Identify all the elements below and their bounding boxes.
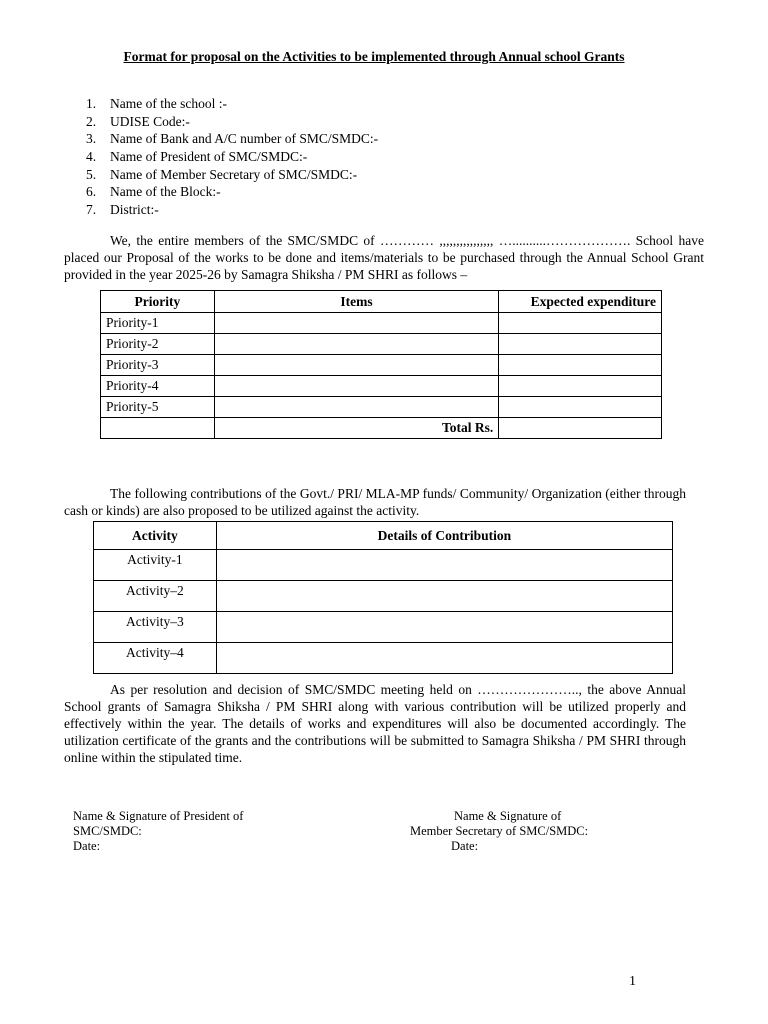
document-title: Format for proposal on the Activities to be implemented through Annual school Grants [123,49,625,64]
header-priority: Priority [101,291,215,313]
table-row [101,355,662,376]
activity-cell: Activity–3 [94,612,217,643]
priority-table [100,290,662,439]
school-details-list [86,95,378,219]
priority-cell: Priority-2 [101,334,215,355]
list-item: 1. Name of the school :- [86,96,227,111]
list-item: 4. Name of President of SMC/SMDC:- [86,149,308,165]
total-row [101,418,662,439]
president-signature-block: Name & Signature of President of SMC/SMDC: Date: [73,809,244,853]
total-value-cell [499,418,662,439]
expenditure-cell [499,397,662,418]
items-cell [214,334,498,355]
activity-cell: Activity–2 [94,581,217,612]
page-number: 1 [629,974,636,989]
resolution-paragraph: As per resolution and decision of SMC/SMDC meeting held on ………………….., the above Annual School grants of Samagra Shiksha / PM SHRI along with various contribution will be utilized properly and effectively within the year. The details of works and expenditures will also be documented accordingly. The utilization certificate of the grants and the contributions will be submitted to Samagra Shiksha / PM SHRI through online within the stipulated time. [64,682,686,765]
list-item: 2. UDISE Code:- [86,113,190,129]
table-header-row [101,291,662,313]
secretary-signature-block: Name & Signature of Member Secretary of SMC/SMDC: Date: [410,809,589,853]
list-item: 7. District:- [86,202,159,218]
table-header-row [94,522,673,550]
total-label: Total Rs. [214,418,498,439]
priority-cell: Priority-4 [101,376,215,397]
contribution-cell [216,550,672,581]
header-details-of-contribution: Details of Contribution [216,522,672,550]
table-row [101,313,662,334]
header-activity: Activity [94,522,217,550]
priority-cell: Priority-3 [101,355,215,376]
table-row [94,643,673,674]
expenditure-cell [499,376,662,397]
list-item: 6. Name of the Block:- [86,184,221,200]
activity-table [93,521,673,674]
activity-cell: Activity-1 [94,550,217,581]
contributions-paragraph: The following contributions of the Govt./ PRI/ MLA-MP funds/ Community/ Organization (either through cash or kinds) are also proposed to be utilized against the activity. [64,486,686,518]
expenditure-cell [499,313,662,334]
list-item: 3. Name of Bank and A/C number of SMC/SMDC:- [86,131,379,147]
contribution-cell [216,581,672,612]
contribution-cell [216,643,672,674]
items-cell [214,397,498,418]
items-cell [214,355,498,376]
table-row [101,334,662,355]
table-row [94,581,673,612]
priority-cell: Priority-5 [101,397,215,418]
priority-cell: Priority-1 [101,313,215,334]
items-cell [214,313,498,334]
contribution-cell [216,612,672,643]
table-row [94,550,673,581]
activity-cell: Activity–4 [94,643,217,674]
header-expected-expenditure: Expected expenditure [499,291,662,313]
proposal-paragraph: We, the entire members of the SMC/SMDC of ………… ,,,,,,,,,,,,,,,, …..........………………. School have placed our Proposal of the works to be done and items/materials to be purchased through the Annual School Grant provided in the year 2025-26 by Samagra Shiksha / PM SHRI as follows – [64,233,704,282]
table-row [101,397,662,418]
list-item: 5. Name of Member Secretary of SMC/SMDC:- [86,166,358,182]
items-cell [214,376,498,397]
table-row [101,376,662,397]
table-row [94,612,673,643]
expenditure-cell [499,355,662,376]
expenditure-cell [499,334,662,355]
header-items: Items [214,291,498,313]
